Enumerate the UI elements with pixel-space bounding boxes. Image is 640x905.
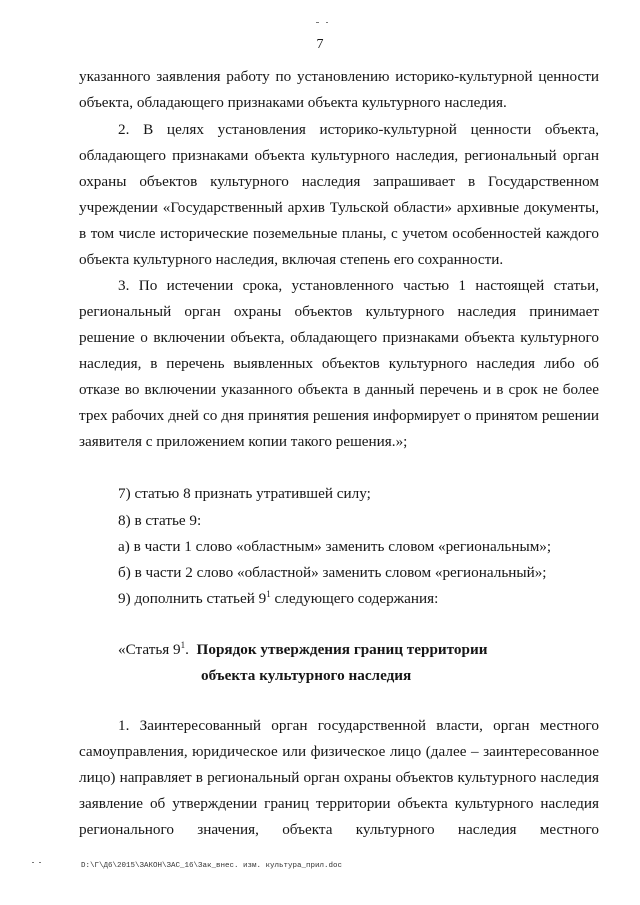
list-item: 8) в статье 9:: [118, 512, 202, 529]
article-title-line2: объекта культурного наследия: [201, 667, 412, 684]
scan-speck: [39, 862, 41, 863]
text-line: трех рабочих дней со дня принятия решения информирует о принятом решении: [79, 407, 599, 424]
list-item: [118, 590, 438, 608]
text-line: объекта, обладающего признаками объекта культурного наследия.: [79, 94, 507, 111]
text-line: регионального значения, объекта культурного наследия местного: [79, 821, 599, 838]
text-line: заявление об утверждении границ территории объекта культурного наследия: [79, 795, 599, 812]
scan-speck: [326, 22, 328, 23]
page-number: 7: [316, 37, 324, 52]
text-line: отказе во включении указанного объекта в данный перечень и в срок не более: [79, 381, 599, 398]
scan-speck: [32, 862, 34, 863]
text-line: указанного заявления работу по установлению историко-культурной ценности: [79, 68, 599, 85]
list-item-text: 9) дополнить статьей 9: [118, 590, 267, 607]
list-item-tail: следующего содержания:: [270, 590, 439, 607]
text-line: в том числе исторические поземельные планы, с учетом особенностей каждого: [79, 225, 599, 242]
text-line: региональный орган охраны объектов культурного наследия принимает: [79, 303, 599, 320]
text-line: объекта культурного наследия, включая степень его сохранности.: [79, 251, 504, 268]
article-title: [201, 667, 411, 685]
text-line: учреждении «Государственный архив Тульской области» архивные документы,: [79, 199, 599, 216]
superscript: 1: [180, 639, 186, 650]
text-line: наследия, в перечень выявленных объектов культурного наследия либо об: [79, 355, 599, 372]
text-line: заявителя с приложением копии такого решения.»;: [79, 433, 408, 450]
article-heading: [118, 641, 487, 659]
text-line: обладающего признаками объекта культурного наследия, региональный орган: [79, 147, 599, 164]
text-line: 3. По истечении срока, установленного частью 1 настоящей статьи,: [118, 277, 599, 294]
article-prefix: «Статья 9: [118, 641, 181, 658]
text-line: 2. В целях установления историко-культурной ценности объекта,: [118, 121, 599, 138]
article-title-line1: Порядок утверждения границ территории: [196, 641, 488, 658]
superscript: 1: [266, 588, 271, 599]
text-line: охраны объектов культурного наследия запрашивает в Государственном: [79, 173, 599, 190]
text-line: лицо) направляет в региональный орган охраны объектов культурного наследия: [79, 769, 599, 786]
list-item: а) в части 1 слово «областным» заменить словом «региональным»;: [118, 538, 552, 555]
text-line: самоуправления, юридическое или физическое лицо (далее – заинтересованное: [79, 743, 599, 760]
article-dot: .: [185, 641, 189, 658]
list-item: 7) статью 8 признать утратившей силу;: [118, 485, 371, 502]
list-item: б) в части 2 слово «областной» заменить словом «региональный»;: [118, 564, 547, 581]
text-line: 1. Заинтересованный орган государственной власти, орган местного: [118, 717, 599, 734]
scan-speck: [316, 22, 319, 23]
text-line: решение о включении объекта, обладающего признаками объекта культурного: [79, 329, 599, 346]
footer-file-path: D:\Г\Д6\2015\ЗАКОН\ЗАС_16\Зак_внес. изм. культура_прил.doc: [81, 862, 343, 870]
